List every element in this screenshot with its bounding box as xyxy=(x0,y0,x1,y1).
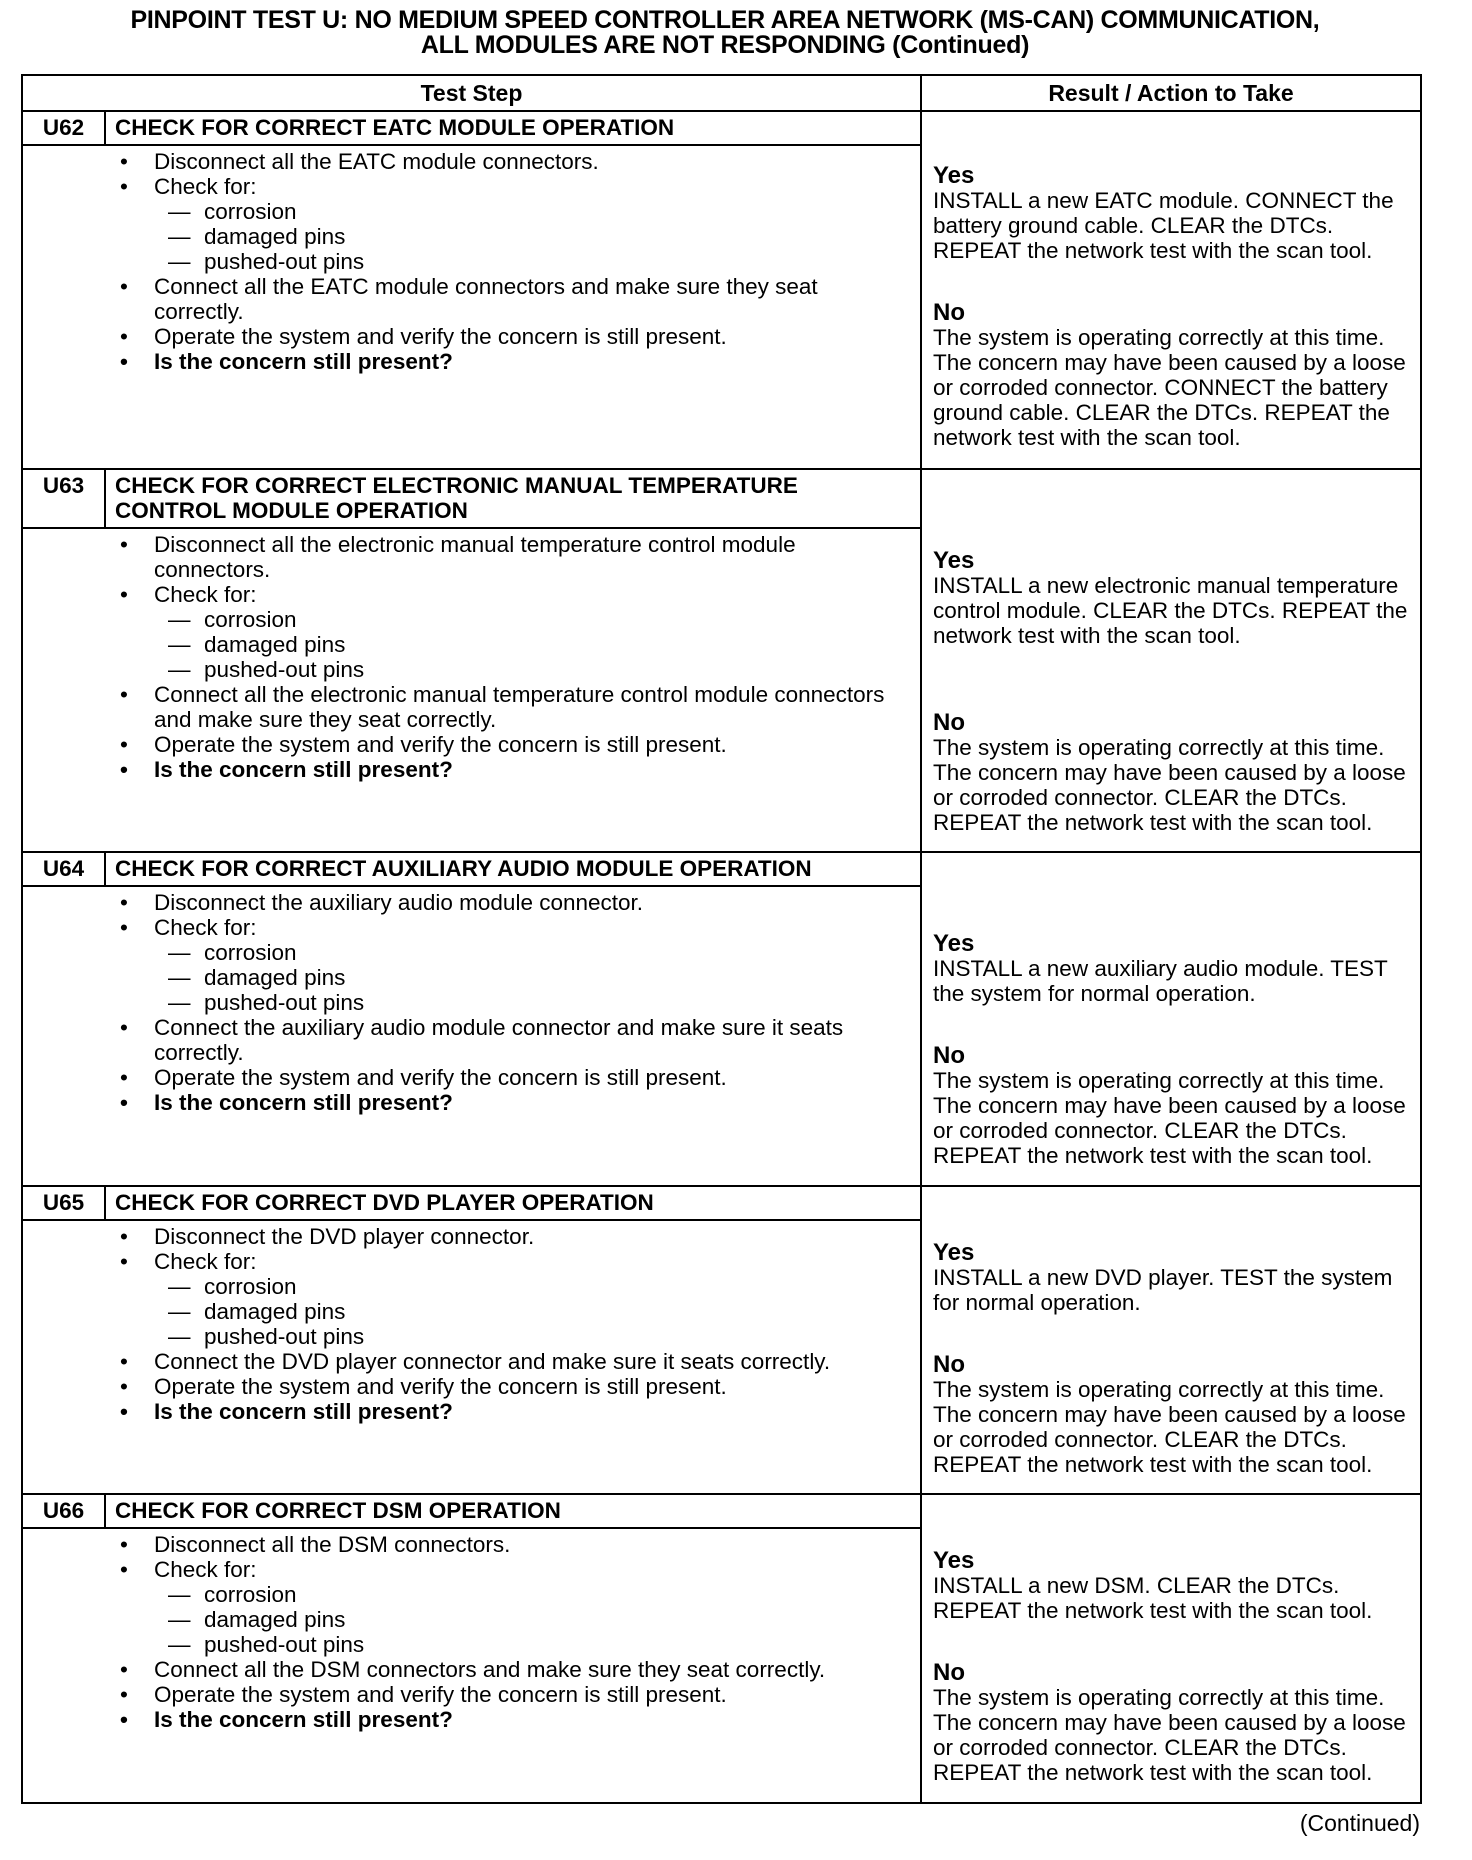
page-title xyxy=(0,8,1450,58)
bullet-icon: • xyxy=(120,274,128,299)
dash-marker: — xyxy=(168,632,191,657)
test-step-cell xyxy=(23,1495,922,1802)
bullet-icon: • xyxy=(120,1557,128,1582)
result-action-cell xyxy=(922,470,1420,851)
item-text: Connect the auxiliary audio module connector and make sure it seats correctly. xyxy=(154,1015,844,1065)
item-text: Connect all the DSM connectors and make sure they seat correctly. xyxy=(154,1657,826,1682)
yes-label: Yes xyxy=(933,162,975,189)
step-number: U66 xyxy=(23,1495,106,1527)
test-step-cell xyxy=(23,1187,922,1493)
check-subitem xyxy=(23,1274,900,1299)
subitem-text: damaged pins xyxy=(204,1607,346,1632)
question-item xyxy=(23,1399,900,1424)
item-text: Check for: xyxy=(154,174,257,199)
no-action-text: The system is operating correctly at this time. The concern may have been caused by a loose or corroded connector. CONNECT the battery ground cable. CLEAR the DTCs. REPEAT the network test with the scan tool. xyxy=(933,325,1406,450)
title-line-2: ALL MODULES ARE NOT RESPONDING (Continued) xyxy=(420,31,1030,59)
instruction-item xyxy=(23,1657,900,1682)
step-instructions xyxy=(23,1221,920,1424)
no-result xyxy=(933,1660,1418,1785)
instruction-item xyxy=(23,324,900,349)
test-step-section-u62 xyxy=(23,112,1420,470)
subitem-text: corrosion xyxy=(204,1274,297,1299)
step-title-row xyxy=(23,1495,920,1529)
item-text: Is the concern still present? xyxy=(154,349,453,374)
bullet-icon: • xyxy=(120,582,128,607)
bullet-icon: • xyxy=(120,1015,128,1040)
yes-result xyxy=(933,931,1418,1006)
item-text: Disconnect the auxiliary audio module connector. xyxy=(154,890,644,915)
no-label: No xyxy=(933,299,965,326)
continued-label: (Continued) xyxy=(1299,1810,1420,1836)
subitem-text: pushed-out pins xyxy=(204,1324,365,1349)
instruction-item xyxy=(23,915,900,940)
result-action-cell xyxy=(922,112,1420,468)
instruction-item xyxy=(23,682,900,732)
step-title-row xyxy=(23,112,920,146)
instruction-item xyxy=(23,1557,900,1582)
subitem-text: pushed-out pins xyxy=(204,657,365,682)
header-test-step: Test Step xyxy=(23,76,922,110)
step-number: U64 xyxy=(23,853,106,885)
item-text: Operate the system and verify the concern is still present. xyxy=(154,324,727,349)
yes-label: Yes xyxy=(933,1547,975,1574)
instruction-item xyxy=(23,1349,900,1374)
step-title: CHECK FOR CORRECT ELECTRONIC MANUAL TEMPERATURE CONTROL MODULE OPERATION xyxy=(115,473,798,523)
step-number: U62 xyxy=(23,112,106,144)
bullet-icon: • xyxy=(120,532,128,557)
no-action-text: The system is operating correctly at this time. The concern may have been caused by a loose or corroded connector. CLEAR the DTCs. REPEAT the network test with the scan tool. xyxy=(933,1685,1406,1785)
step-instructions xyxy=(23,887,920,1115)
instruction-item xyxy=(23,890,900,915)
question-item xyxy=(23,1707,900,1732)
result-action-cell xyxy=(922,1187,1420,1493)
yes-action-text: INSTALL a new auxiliary audio module. TEST the system for normal operation. xyxy=(933,956,1388,1006)
yes-label: Yes xyxy=(933,930,975,957)
step-title: CHECK FOR CORRECT AUXILIARY AUDIO MODULE OPERATION xyxy=(115,856,812,881)
test-step-cell xyxy=(23,853,922,1185)
no-result xyxy=(933,1043,1418,1168)
question-item xyxy=(23,757,900,782)
bullet-icon: • xyxy=(120,1065,128,1090)
instruction-item xyxy=(23,174,900,199)
yes-result xyxy=(933,163,1418,263)
bullet-icon: • xyxy=(120,1349,128,1374)
check-subitem xyxy=(23,1324,900,1349)
test-step-section-u65 xyxy=(23,1187,1420,1495)
item-text: Connect the DVD player connector and make sure it seats correctly. xyxy=(154,1349,831,1374)
subitem-text: pushed-out pins xyxy=(204,1632,365,1657)
no-action-text: The system is operating correctly at this time. The concern may have been caused by a loose or corroded connector. CLEAR the DTCs. REPEAT the network test with the scan tool. xyxy=(933,1377,1406,1477)
item-text: Check for: xyxy=(154,915,257,940)
dash-marker: — xyxy=(168,224,191,249)
test-step-cell xyxy=(23,112,922,468)
no-result xyxy=(933,300,1418,450)
subitem-text: corrosion xyxy=(204,607,297,632)
check-subitem xyxy=(23,1299,900,1324)
subitem-text: damaged pins xyxy=(204,965,346,990)
item-text: Disconnect all the DSM connectors. xyxy=(154,1532,511,1557)
yes-action-text: INSTALL a new electronic manual temperature control module. CLEAR the DTCs. REPEAT the network test with the scan tool. xyxy=(933,573,1408,648)
no-action-text: The system is operating correctly at this time. The concern may have been caused by a loose or corroded connector. CLEAR the DTCs. REPEAT the network test with the scan tool. xyxy=(933,1068,1406,1168)
yes-result xyxy=(933,1548,1418,1623)
bullet-icon: • xyxy=(120,1090,128,1115)
step-title-row xyxy=(23,1187,920,1221)
item-text: Is the concern still present? xyxy=(154,1090,453,1115)
dash-marker: — xyxy=(168,965,191,990)
step-title: CHECK FOR CORRECT DSM OPERATION xyxy=(115,1498,561,1523)
instruction-item xyxy=(23,582,900,607)
bullet-icon: • xyxy=(120,732,128,757)
bullet-icon: • xyxy=(120,174,128,199)
item-text: Operate the system and verify the concern is still present. xyxy=(154,1682,727,1707)
item-text: Is the concern still present? xyxy=(154,1399,453,1424)
yes-action-text: INSTALL a new DSM. CLEAR the DTCs. REPEAT the network test with the scan tool. xyxy=(933,1573,1373,1623)
dash-marker: — xyxy=(168,1582,191,1607)
check-subitem xyxy=(23,965,900,990)
instruction-item xyxy=(23,149,900,174)
yes-action-text: INSTALL a new EATC module. CONNECT the battery ground cable. CLEAR the DTCs. REPEAT the network test with the scan tool. xyxy=(933,188,1394,263)
subitem-text: damaged pins xyxy=(204,224,346,249)
bullet-icon: • xyxy=(120,757,128,782)
check-subitem xyxy=(23,249,900,274)
item-text: Operate the system and verify the concern is still present. xyxy=(154,1065,727,1090)
item-text: Connect all the EATC module connectors and make sure they seat correctly. xyxy=(154,274,818,324)
subitem-text: corrosion xyxy=(204,199,297,224)
subitem-text: damaged pins xyxy=(204,1299,346,1324)
check-subitem xyxy=(23,1607,900,1632)
bullet-icon: • xyxy=(120,1224,128,1249)
dash-marker: — xyxy=(168,1632,191,1657)
result-action-cell xyxy=(922,1495,1420,1802)
dash-marker: — xyxy=(168,1274,191,1299)
no-action-text: The system is operating correctly at this time. The concern may have been caused by a loose or corroded connector. CLEAR the DTCs. REPEAT the network test with the scan tool. xyxy=(933,735,1406,835)
step-title: CHECK FOR CORRECT EATC MODULE OPERATION xyxy=(115,115,675,140)
question-item xyxy=(23,1090,900,1115)
no-label: No xyxy=(933,1351,965,1378)
test-step-section-u66 xyxy=(23,1495,1420,1802)
result-action-cell xyxy=(922,853,1420,1185)
no-label: No xyxy=(933,1042,965,1069)
bullet-icon: • xyxy=(120,349,128,374)
bullet-icon: • xyxy=(120,1682,128,1707)
check-subitem xyxy=(23,632,900,657)
bullet-icon: • xyxy=(120,1532,128,1557)
dash-marker: — xyxy=(168,1299,191,1324)
check-subitem xyxy=(23,657,900,682)
item-text: Is the concern still present? xyxy=(154,757,453,782)
instruction-item xyxy=(23,732,900,757)
header-result-action: Result / Action to Take xyxy=(1048,80,1294,106)
pinpoint-test-table xyxy=(21,74,1422,1804)
dash-marker: — xyxy=(168,199,191,224)
bullet-icon: • xyxy=(120,1374,128,1399)
instruction-item xyxy=(23,274,900,324)
step-number: U65 xyxy=(23,1187,106,1219)
step-number: U63 xyxy=(23,470,106,527)
item-text: Disconnect all the EATC module connectors. xyxy=(154,149,599,174)
item-text: Check for: xyxy=(154,1249,257,1274)
check-subitem xyxy=(23,1632,900,1657)
bullet-icon: • xyxy=(120,915,128,940)
subitem-text: corrosion xyxy=(204,1582,297,1607)
item-text: Disconnect the DVD player connector. xyxy=(154,1224,535,1249)
no-label: No xyxy=(933,1659,965,1686)
check-subitem xyxy=(23,1582,900,1607)
instruction-item xyxy=(23,1224,900,1249)
bullet-icon: • xyxy=(120,1399,128,1424)
check-subitem xyxy=(23,940,900,965)
step-title-row xyxy=(23,853,920,887)
subitem-text: pushed-out pins xyxy=(204,990,365,1015)
dash-marker: — xyxy=(168,1607,191,1632)
item-text: Operate the system and verify the concern is still present. xyxy=(154,1374,727,1399)
bullet-icon: • xyxy=(120,1657,128,1682)
step-instructions xyxy=(23,146,920,374)
subitem-text: corrosion xyxy=(204,940,297,965)
yes-label: Yes xyxy=(933,1239,975,1266)
subitem-text: damaged pins xyxy=(204,632,346,657)
yes-result xyxy=(933,548,1418,648)
item-text: Disconnect all the electronic manual temperature control module connectors. xyxy=(154,532,796,582)
item-text: Operate the system and verify the concern is still present. xyxy=(154,732,727,757)
check-subitem xyxy=(23,990,900,1015)
instruction-item xyxy=(23,1249,900,1274)
bullet-icon: • xyxy=(120,1707,128,1732)
instruction-item xyxy=(23,532,900,582)
instruction-item xyxy=(23,1532,900,1557)
dash-marker: — xyxy=(168,607,191,632)
yes-label: Yes xyxy=(933,547,975,574)
dash-marker: — xyxy=(168,657,191,682)
instruction-item xyxy=(23,1015,900,1065)
bullet-icon: • xyxy=(120,149,128,174)
step-title: CHECK FOR CORRECT DVD PLAYER OPERATION xyxy=(115,1190,654,1215)
test-step-section-u63 xyxy=(23,470,1420,853)
bullet-icon: • xyxy=(120,324,128,349)
yes-action-text: INSTALL a new DVD player. TEST the system for normal operation. xyxy=(933,1265,1393,1315)
check-subitem xyxy=(23,199,900,224)
dash-marker: — xyxy=(168,1324,191,1349)
dash-marker: — xyxy=(168,940,191,965)
table-header-row xyxy=(23,76,1420,112)
instruction-item xyxy=(23,1682,900,1707)
bullet-icon: • xyxy=(120,682,128,707)
dash-marker: — xyxy=(168,249,191,274)
no-result xyxy=(933,1352,1418,1477)
check-subitem xyxy=(23,607,900,632)
item-text: Is the concern still present? xyxy=(154,1707,453,1732)
yes-result xyxy=(933,1240,1418,1315)
check-subitem xyxy=(23,224,900,249)
title-line-1: PINPOINT TEST U: NO MEDIUM SPEED CONTROLLER AREA NETWORK (MS-CAN) COMMUNICATION, xyxy=(130,6,1320,34)
question-item xyxy=(23,349,900,374)
no-result xyxy=(933,710,1418,835)
no-label: No xyxy=(933,709,965,736)
bullet-icon: • xyxy=(120,1249,128,1274)
test-step-cell xyxy=(23,470,922,851)
item-text: Connect all the electronic manual temperature control module connectors and make sure they seat correctly. xyxy=(154,682,885,732)
step-instructions xyxy=(23,1529,920,1732)
item-text: Check for: xyxy=(154,582,257,607)
step-instructions xyxy=(23,529,920,782)
subitem-text: pushed-out pins xyxy=(204,249,365,274)
instruction-item xyxy=(23,1374,900,1399)
test-step-section-u64 xyxy=(23,853,1420,1187)
step-title-row xyxy=(23,470,920,529)
bullet-icon: • xyxy=(120,890,128,915)
item-text: Check for: xyxy=(154,1557,257,1582)
instruction-item xyxy=(23,1065,900,1090)
dash-marker: — xyxy=(168,990,191,1015)
